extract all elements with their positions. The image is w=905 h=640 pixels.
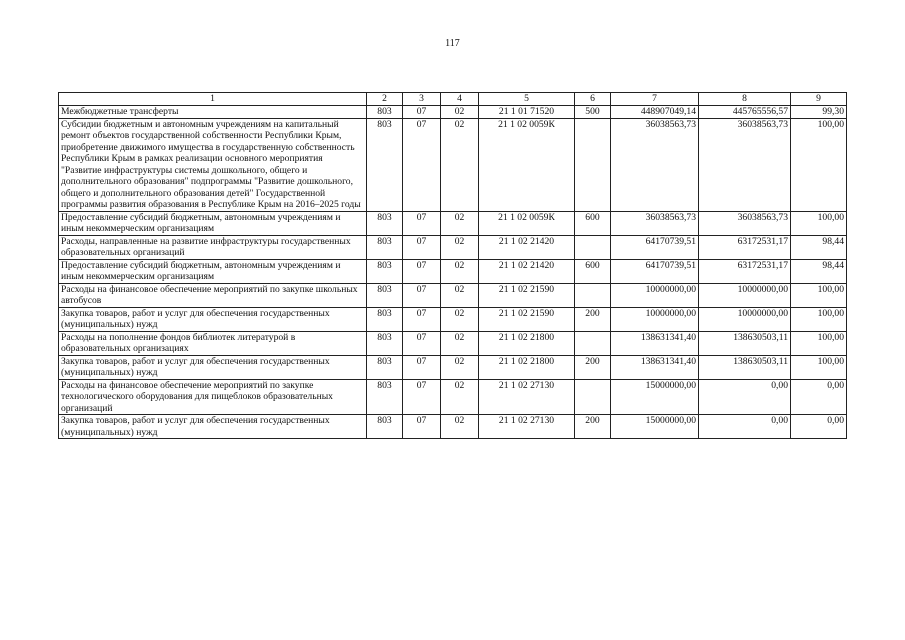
row-name: Межбюджетные трансферты: [59, 106, 367, 119]
cell-percent: 100,00: [791, 118, 847, 211]
cell-executed: 10000000,00: [699, 307, 791, 331]
cell-razdel: 07: [403, 307, 441, 331]
cell-executed: 138630503,11: [699, 331, 791, 355]
column-header: 7: [611, 93, 699, 106]
cell-planned: 10000000,00: [611, 307, 699, 331]
cell-podrazdel: 02: [441, 283, 479, 307]
table-row: [59, 355, 847, 379]
row-name: Расходы на пополнение фондов библиотек литературой в образовательных организациях: [59, 331, 367, 355]
cell-razdel: 07: [403, 259, 441, 283]
cell-percent: 100,00: [791, 283, 847, 307]
row-name: Предоставление субсидий бюджетным, автономным учреждениям и иным некоммерческим организациям: [59, 211, 367, 235]
cell-expense-type: 200: [575, 355, 611, 379]
cell-podrazdel: 02: [441, 415, 479, 439]
cell-planned: 448907049,14: [611, 106, 699, 119]
cell-glava: 803: [367, 259, 403, 283]
row-name: Предоставление субсидий бюджетным, автономным учреждениям и иным некоммерческим организациям: [59, 259, 367, 283]
table-row: [59, 415, 847, 439]
column-header: 2: [367, 93, 403, 106]
cell-expense-type: 600: [575, 259, 611, 283]
cell-planned: 64170739,51: [611, 235, 699, 259]
table-body: [59, 106, 847, 439]
table-row: [59, 118, 847, 211]
cell-target-article: 21 1 02 0059К: [479, 211, 575, 235]
cell-percent: 98,44: [791, 259, 847, 283]
cell-expense-type: [575, 331, 611, 355]
cell-planned: 15000000,00: [611, 379, 699, 415]
cell-target-article: 21 1 02 21420: [479, 259, 575, 283]
cell-glava: 803: [367, 331, 403, 355]
cell-executed: 0,00: [699, 415, 791, 439]
cell-podrazdel: 02: [441, 235, 479, 259]
cell-planned: 64170739,51: [611, 259, 699, 283]
cell-razdel: 07: [403, 235, 441, 259]
row-name: Расходы на финансовое обеспечение мероприятий по закупке технологического оборудования для пищеблоков образовательных организаций: [59, 379, 367, 415]
cell-podrazdel: 02: [441, 331, 479, 355]
table-row: [59, 106, 847, 119]
cell-target-article: 21 1 01 71520: [479, 106, 575, 119]
cell-podrazdel: 02: [441, 307, 479, 331]
cell-percent: 99,30: [791, 106, 847, 119]
column-header: 5: [479, 93, 575, 106]
cell-glava: 803: [367, 283, 403, 307]
table-row: [59, 307, 847, 331]
cell-podrazdel: 02: [441, 211, 479, 235]
cell-executed: 36038563,73: [699, 211, 791, 235]
row-name: Закупка товаров, работ и услуг для обеспечения государственных (муниципальных) нужд: [59, 355, 367, 379]
cell-razdel: 07: [403, 379, 441, 415]
cell-planned: 15000000,00: [611, 415, 699, 439]
cell-percent: 100,00: [791, 331, 847, 355]
cell-executed: 138630503,11: [699, 355, 791, 379]
cell-glava: 803: [367, 211, 403, 235]
cell-executed: 36038563,73: [699, 118, 791, 211]
header-row: [59, 93, 847, 106]
column-header: 6: [575, 93, 611, 106]
row-name: Закупка товаров, работ и услуг для обеспечения государственных (муниципальных) нужд: [59, 415, 367, 439]
cell-glava: 803: [367, 118, 403, 211]
cell-target-article: 21 1 02 0059К: [479, 118, 575, 211]
cell-planned: 138631341,40: [611, 331, 699, 355]
cell-executed: 0,00: [699, 379, 791, 415]
cell-expense-type: 600: [575, 211, 611, 235]
table-row: [59, 211, 847, 235]
cell-podrazdel: 02: [441, 118, 479, 211]
table-row: [59, 379, 847, 415]
cell-expense-type: [575, 379, 611, 415]
cell-expense-type: 200: [575, 415, 611, 439]
column-header: 4: [441, 93, 479, 106]
cell-executed: 10000000,00: [699, 283, 791, 307]
cell-executed: 63172531,17: [699, 259, 791, 283]
cell-glava: 803: [367, 307, 403, 331]
cell-podrazdel: 02: [441, 106, 479, 119]
cell-percent: 100,00: [791, 307, 847, 331]
cell-executed: 63172531,17: [699, 235, 791, 259]
cell-percent: 98,44: [791, 235, 847, 259]
cell-podrazdel: 02: [441, 379, 479, 415]
cell-percent: 0,00: [791, 379, 847, 415]
cell-target-article: 21 1 02 21800: [479, 355, 575, 379]
cell-percent: 100,00: [791, 211, 847, 235]
cell-planned: 36038563,73: [611, 211, 699, 235]
cell-planned: 138631341,40: [611, 355, 699, 379]
column-header: 9: [791, 93, 847, 106]
cell-executed: 445765556,57: [699, 106, 791, 119]
cell-percent: 100,00: [791, 355, 847, 379]
cell-podrazdel: 02: [441, 355, 479, 379]
cell-expense-type: [575, 118, 611, 211]
row-name: Закупка товаров, работ и услуг для обеспечения государственных (муниципальных) нужд: [59, 307, 367, 331]
cell-glava: 803: [367, 106, 403, 119]
table-row: [59, 283, 847, 307]
cell-expense-type: [575, 235, 611, 259]
cell-expense-type: 500: [575, 106, 611, 119]
column-header: 8: [699, 93, 791, 106]
column-header: 3: [403, 93, 441, 106]
cell-target-article: 21 1 02 27130: [479, 379, 575, 415]
budget-table: [58, 92, 847, 439]
cell-target-article: 21 1 02 21590: [479, 283, 575, 307]
cell-razdel: 07: [403, 355, 441, 379]
cell-razdel: 07: [403, 106, 441, 119]
cell-glava: 803: [367, 379, 403, 415]
cell-razdel: 07: [403, 283, 441, 307]
cell-glava: 803: [367, 355, 403, 379]
table-row: [59, 259, 847, 283]
row-name: Расходы, направленные на развитие инфраструктуры государственных образовательных организаций: [59, 235, 367, 259]
table-row: [59, 331, 847, 355]
column-header: 1: [59, 93, 367, 106]
cell-target-article: 21 1 02 21800: [479, 331, 575, 355]
cell-expense-type: [575, 283, 611, 307]
cell-razdel: 07: [403, 211, 441, 235]
cell-glava: 803: [367, 415, 403, 439]
row-name: Расходы на финансовое обеспечение мероприятий по закупке школьных автобусов: [59, 283, 367, 307]
cell-glava: 803: [367, 235, 403, 259]
page-number: 117: [445, 38, 460, 49]
cell-expense-type: 200: [575, 307, 611, 331]
cell-target-article: 21 1 02 27130: [479, 415, 575, 439]
cell-target-article: 21 1 02 21590: [479, 307, 575, 331]
cell-planned: 36038563,73: [611, 118, 699, 211]
cell-razdel: 07: [403, 415, 441, 439]
cell-planned: 10000000,00: [611, 283, 699, 307]
cell-razdel: 07: [403, 118, 441, 211]
cell-target-article: 21 1 02 21420: [479, 235, 575, 259]
table-row: [59, 235, 847, 259]
cell-razdel: 07: [403, 331, 441, 355]
row-name: Субсидии бюджетным и автономным учреждениям на капитальный ремонт объектов государственной собственности Республики Крым, приобретение движимого имущества в государственную собственность Республики Крым в рамках реализации основного мероприятия "Развитие инфраструктуры системы дошкольного, общего и дополнительного образования" подпрограммы "Развитие дошкольного, общего и дополнительного образования детей" Государственной программы развития образования в Республике Крым на 2016–2025 годы: [59, 118, 367, 211]
cell-percent: 0,00: [791, 415, 847, 439]
cell-podrazdel: 02: [441, 259, 479, 283]
